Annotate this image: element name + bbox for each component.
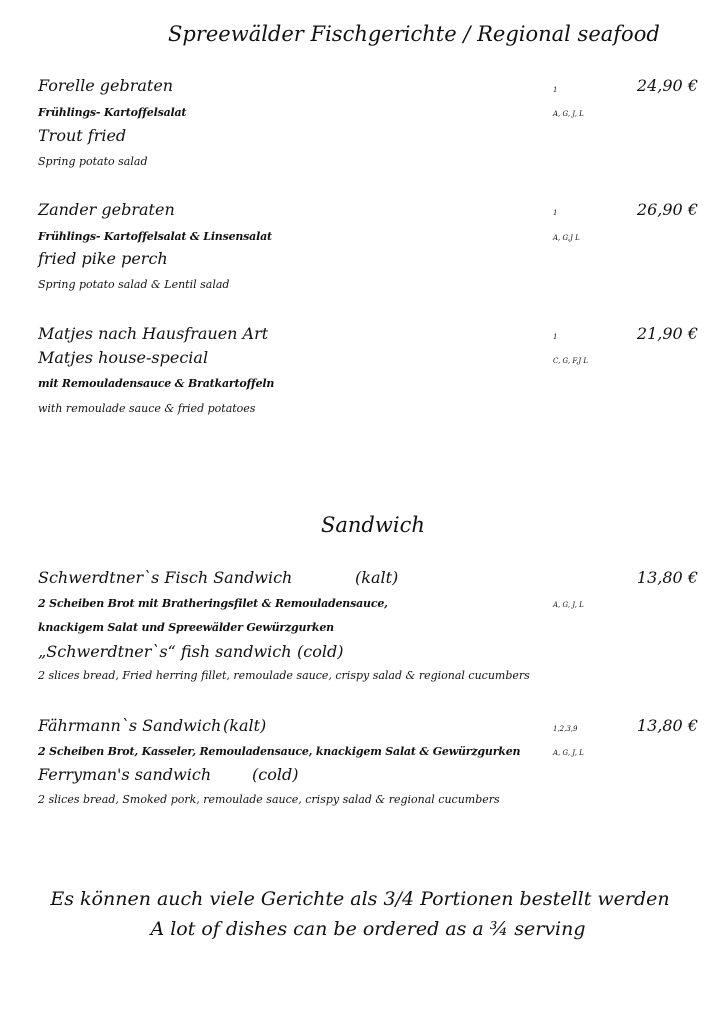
item-price: 26,90 € xyxy=(636,200,698,219)
item-allergens: A, G, J, L xyxy=(553,601,584,609)
item-name: Forelle gebraten xyxy=(38,76,174,95)
item-temperature-de: (kalt) xyxy=(355,568,399,587)
item-temperature-en: (cold) xyxy=(252,765,299,784)
item-description-en: with remoulade sauce & fried potatoes xyxy=(38,402,256,415)
item-code: 1,2,3,9 xyxy=(553,725,578,733)
item-temperature-en: (cold) xyxy=(297,642,344,661)
item-description-de-2: knackigem Salat und Spreewälder Gewürzgurken xyxy=(38,621,334,634)
item-description-en: 2 slices bread, Smoked pork, remoulade sauce, crispy salad & regional cucumbers xyxy=(38,793,500,806)
item-temperature-de: (kalt) xyxy=(223,716,267,735)
item-description-de: 2 Scheiben Brot mit Bratheringsfilet & Remouladensauce, xyxy=(38,597,388,610)
item-price: 13,80 € xyxy=(636,568,698,587)
item-allergens: A, G, J, L xyxy=(553,110,584,118)
section-title-sandwich: Sandwich xyxy=(321,513,425,537)
item-code: 1 xyxy=(553,209,558,217)
item-description-en: 2 slices bread, Fried herring fillet, remoulade sauce, crispy salad & regional cucumbers xyxy=(38,669,530,682)
item-code: 1 xyxy=(553,86,558,94)
item-description-de: mit Remouladensauce & Bratkartoffeln xyxy=(38,377,275,390)
item-name-en: Trout fried xyxy=(38,126,127,145)
item-price: 21,90 € xyxy=(636,324,698,343)
item-code: 1 xyxy=(553,333,558,341)
item-description-en: Spring potato salad & Lentil salad xyxy=(38,278,230,291)
item-description-de: 2 Scheiben Brot, Kasseler, Remouladensauce, knackigem Salat & Gewürzgurken xyxy=(38,745,521,758)
section-title-seafood: Spreewälder Fischgerichte / Regional seafood xyxy=(168,22,660,46)
item-name: Zander gebraten xyxy=(38,200,175,219)
item-allergens: A, G,J L xyxy=(553,234,580,242)
footer-note-en: A lot of dishes can be ordered as a ¾ serving xyxy=(150,918,586,940)
footer-note-de: Es können auch viele Gerichte als 3/4 Portionen bestellt werden xyxy=(50,888,670,910)
item-name: Matjes nach Hausfrauen Art xyxy=(38,324,269,343)
item-name-en: fried pike perch xyxy=(38,249,168,268)
item-name: Schwerdtner`s Fisch Sandwich xyxy=(38,568,293,587)
item-allergens: C, G, F,J L xyxy=(553,357,589,365)
item-description-de: Frühlings- Kartoffelsalat xyxy=(38,106,187,119)
item-name-en: Matjes house-special xyxy=(38,348,209,367)
item-name-en: Ferryman's sandwich xyxy=(38,765,212,784)
item-name-en: „Schwerdtner`s“ fish sandwich xyxy=(38,642,292,661)
item-description-de: Frühlings- Kartoffelsalat & Linsensalat xyxy=(38,230,272,243)
item-price: 13,80 € xyxy=(636,716,698,735)
item-price: 24,90 € xyxy=(636,76,698,95)
item-description-en: Spring potato salad xyxy=(38,155,148,168)
item-allergens: A, G, J, L xyxy=(553,749,584,757)
item-name: Fährmann`s Sandwich xyxy=(38,716,222,735)
